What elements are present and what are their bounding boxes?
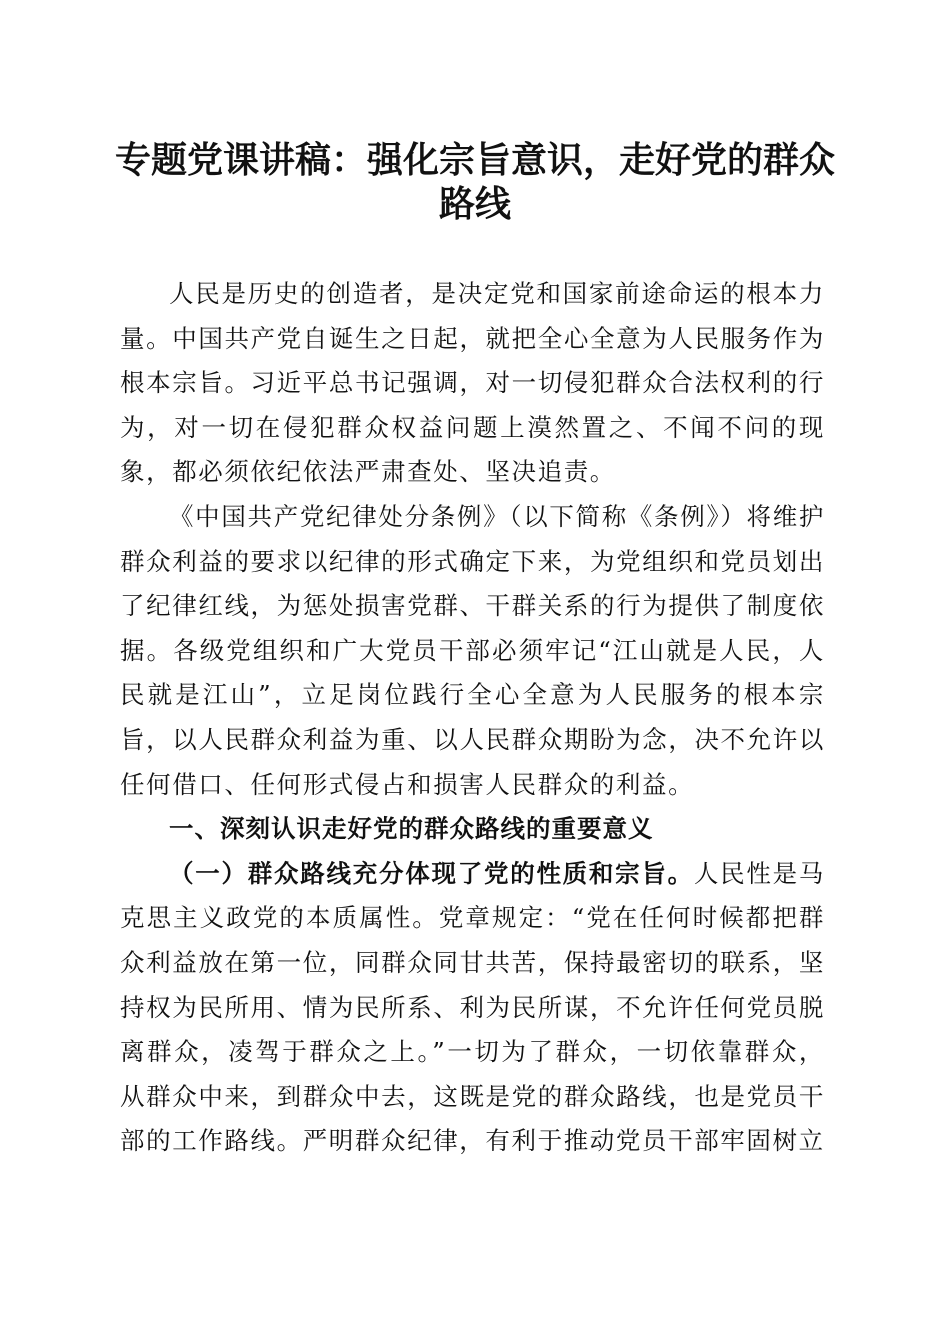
subsection-heading: （一）群众路线充分体现了党的性质和宗旨。 — [169, 858, 694, 888]
document-title: 专题党课讲稿：强化宗旨意识，走好党的群众路线 — [114, 139, 835, 225]
subsection-text: 人民性是马克思主义政党的本质属性。党章规定：“党在任何时候都把群众利益放在第一位，同群众同甘共苦，保持最密切的联系，坚持权为民所用、情为民所系、利为民所谋，不允许任何党员脱离群众，凌驾于群众之上。”一切为了群众，一切依靠群众，从群众中来，到群众中去，这既是党的群众路线，也是党员干部的工作路线。严明群众纪律，有利于推动党员干部牢固树立 — [120, 858, 826, 1156]
section-heading: 一、深刻认识走好党的群众路线的重要意义 — [169, 814, 654, 844]
document-body — [120, 272, 825, 1164]
paragraph-section-1 — [120, 852, 825, 1164]
paragraph-regulations: 《中国共产党纪律处分条例》（以下简称《条例》）将维护群众利益的要求以纪律的形式确定下来，为党组织和党员划出了纪律红线，为惩处损害党群、干群关系的行为提供了制度依据。各级党组织和广大党员干部必须牢记“江山就是人民，人民就是江山”，立足岗位践行全心全意为人民服务的根本宗旨，以人民群众利益为重、以人民群众期盼为念，决不允许以任何借口、任何形式侵占和损害人民群众的利益。 — [120, 501, 825, 799]
paragraph-intro: 人民是历史的创造者，是决定党和国家前途命运的根本力量。中国共产党自诞生之日起，就把全心全意为人民服务作为根本宗旨。习近平总书记强调，对一切侵犯群众合法权利的行为，对一切在侵犯群众权益问题上漠然置之、不闻不问的现象，都必须依纪依法严肃查处、坚决追责。 — [120, 279, 825, 487]
